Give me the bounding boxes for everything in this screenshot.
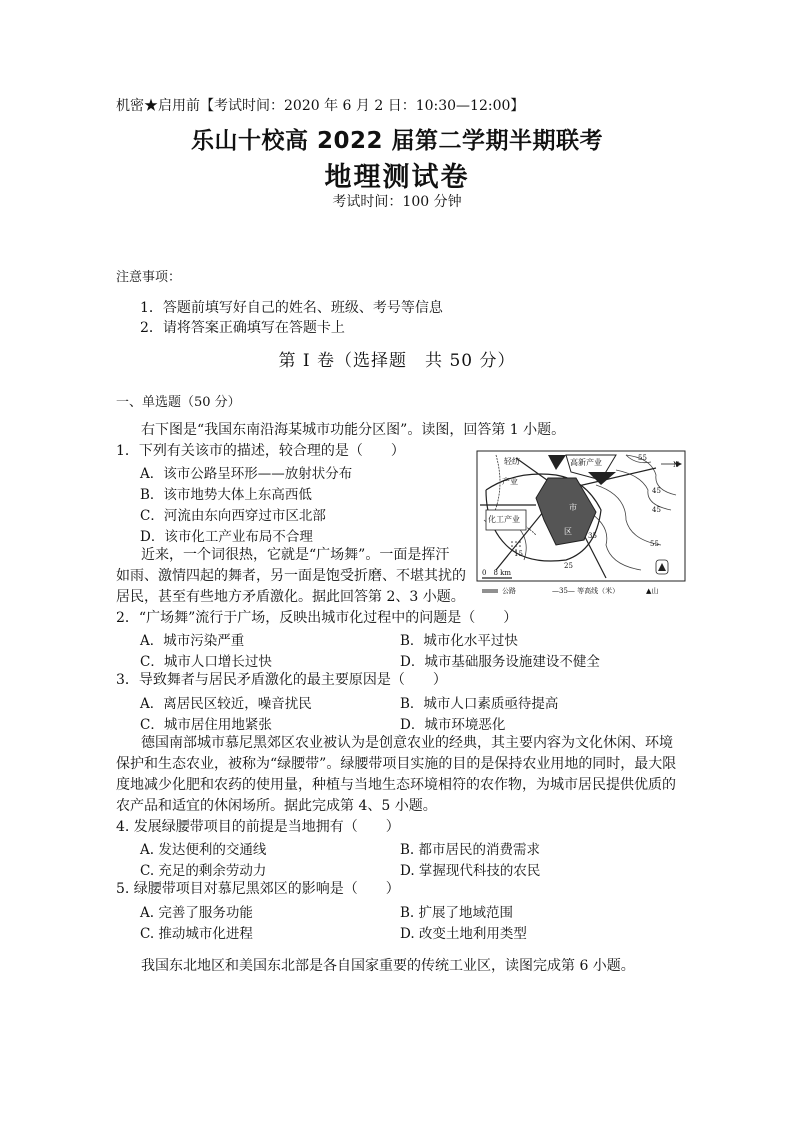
label-light-industry: 轻纺	[504, 457, 520, 466]
legend-mountain: ▲山	[646, 587, 659, 595]
passage-line: 保护和生态农业，被称为“绿腰带”。绿腰带项目实施的目的是保持农业用地的同时，最大限	[116, 756, 677, 772]
contour-label: 55	[650, 540, 659, 548]
intro-q6: 我国东北地区和美国东北部是各自国家重要的传统工业区，读图完成第 6 小题。	[141, 958, 635, 974]
paper-title: 地理测试卷	[324, 162, 470, 193]
q1-option-a[interactable]: A．该市公路呈环形——放射状分布	[140, 466, 353, 482]
q2-option-b[interactable]: B．城市化水平过快	[400, 633, 518, 649]
q5-option-a[interactable]: A. 完善了服务功能	[140, 905, 253, 921]
passage-line: 德国南部城市慕尼黑郊区农业被认为是创意农业的经典，其主要内容为文化休闲、环境	[141, 735, 673, 751]
notice-heading: 注意事项：	[116, 270, 182, 285]
contour-label: 35	[588, 532, 597, 540]
contour-label: 25	[564, 562, 573, 570]
q2-option-d[interactable]: D．城市基础服务设施建设不健全	[400, 654, 600, 670]
legend-road: 公路	[502, 587, 516, 595]
city-zoning-map	[476, 450, 686, 596]
q2-option-c[interactable]: C．城市人口增长过快	[140, 654, 272, 670]
label-industry: 产业	[502, 477, 518, 486]
contour-label: 45	[652, 487, 661, 495]
q3-option-c[interactable]: C．城市居住用地紧张	[140, 717, 272, 733]
passage-line: 度地减少化肥和农药的使用量，种植与当地生态环境相符的农作物，为城市居民提供优质的	[116, 777, 676, 793]
passage-line: 如雨、激情四起的舞者，另一面是饱受折磨、不堪其扰的	[116, 568, 466, 584]
north-label: N	[673, 461, 680, 469]
label-chem: 化工产业	[488, 515, 520, 524]
section-title: 一、单选题（50 分）	[116, 395, 241, 410]
notice-item: 1．答题前填写好自己的姓名、班级、考号等信息	[140, 300, 443, 316]
q5-option-c[interactable]: C. 推动城市化进程	[140, 926, 253, 942]
contour-label: 55	[638, 454, 647, 462]
passage-line: 近来，一个词很热，它就是“广场舞”。一面是挥汗	[141, 547, 450, 563]
legend-contour: —35— 等高线（米）	[552, 587, 620, 595]
passage-line: 农产品和适宜的休闲场所。据此完成第 4、5 小题。	[116, 798, 437, 814]
q4-option-c[interactable]: C. 充足的剩余劳动力	[140, 863, 267, 879]
q2-stem: 2．“广场舞”流行于广场，反映出城市化过程中的问题是（ ）	[116, 610, 518, 626]
q4-option-a[interactable]: A. 发达便利的交通线	[140, 842, 267, 858]
q3-option-b[interactable]: B．城市人口素质亟待提高	[400, 696, 559, 712]
q1-option-b[interactable]: B．该市地势大体上东高西低	[140, 487, 312, 503]
notice-item: 2．请将答案正确填写在答题卡上	[140, 320, 345, 336]
q1-option-c[interactable]: C．河流由东向西穿过市区北部	[140, 508, 326, 524]
contour-label: 15	[514, 550, 523, 558]
q3-option-d[interactable]: D．城市环境恶化	[400, 717, 506, 733]
intro-q1: 右下图是“我国东南沿海某城市功能分区图”。读图，回答第 1 小题。	[141, 422, 566, 438]
q4-option-d[interactable]: D. 掌握现代科技的农民	[400, 863, 541, 879]
q3-stem: 3．导致舞者与居民矛盾激化的最主要原因是（ ）	[116, 672, 447, 688]
q5-stem: 5. 绿腰带项目对慕尼黑郊区的影响是（ ）	[116, 881, 400, 897]
passage-line: 居民，甚至有些地方矛盾激化。据此回答第 2、3 小题。	[116, 589, 465, 605]
q3-option-a[interactable]: A．离居民区较近，噪音扰民	[140, 696, 312, 712]
q1-option-d[interactable]: D．该市化工产业布局不合理	[140, 529, 313, 545]
q2-option-a[interactable]: A．城市污染严重	[140, 633, 245, 649]
exam-title: 乐山十校高 2022 届第二学期半期联考	[190, 128, 604, 154]
q4-stem: 4. 发展绿腰带项目的前提是当地拥有（ ）	[116, 819, 400, 835]
label-district: 区	[564, 527, 572, 536]
q5-option-d[interactable]: D. 改变土地利用类型	[400, 926, 527, 942]
label-city: 市	[569, 503, 577, 512]
contour-label: 45	[652, 506, 661, 514]
q5-option-b[interactable]: B. 扩展了地域范围	[400, 905, 514, 921]
exam-duration: 考试时间：100 分钟	[332, 194, 462, 210]
q4-option-b[interactable]: B. 都市居民的消费需求	[400, 842, 541, 858]
label-hitech: 高新产业	[570, 458, 602, 467]
part-title: 第 I 卷（选择题 共 50 分）	[278, 351, 516, 371]
scale-label: 0 8 km	[482, 569, 512, 577]
confidential-line: 机密★启用前【考试时间：2020 年 6 月 2 日：10:30—12:00】	[116, 98, 525, 114]
q1-stem: 1．下列有关该市的描述，较合理的是（ ）	[116, 443, 405, 459]
